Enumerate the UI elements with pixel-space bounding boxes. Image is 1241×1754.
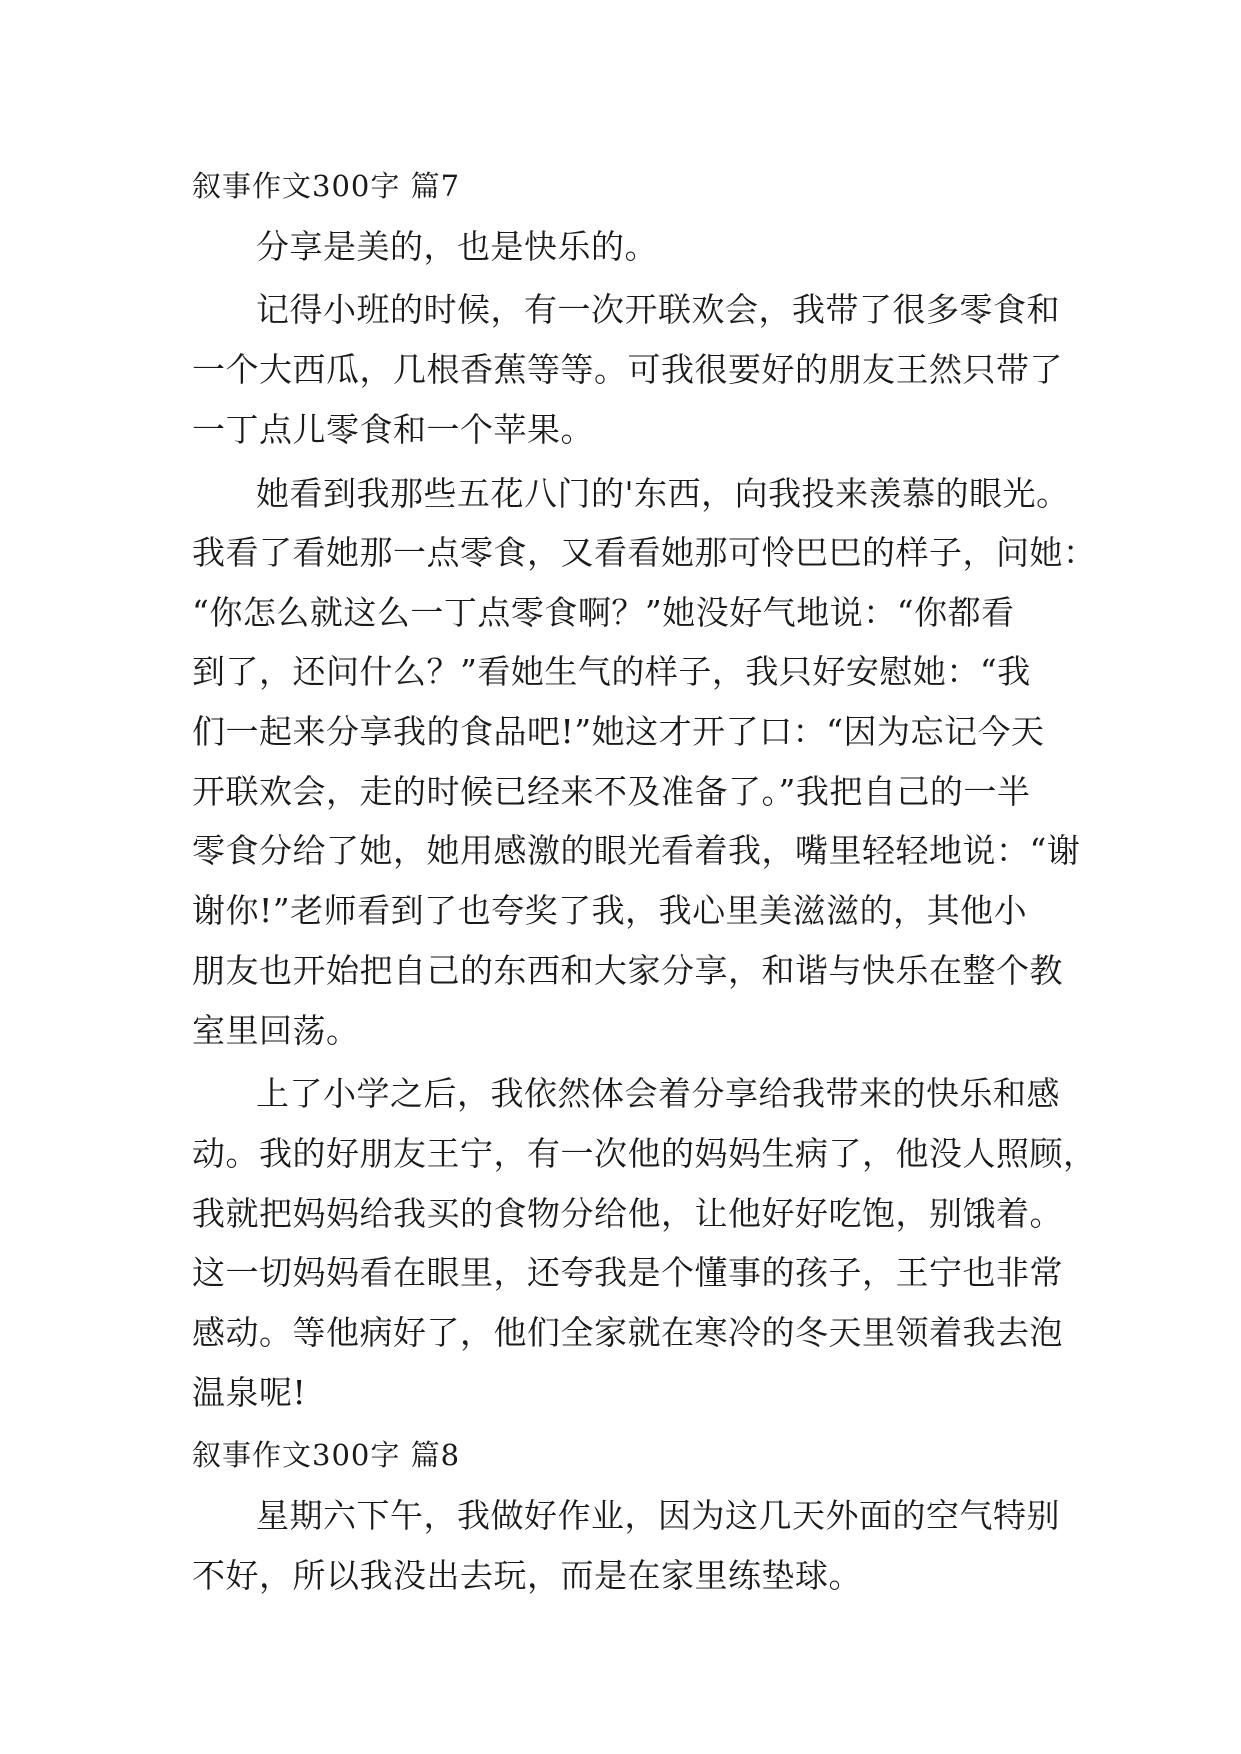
- paragraph-line: 一丁点儿零食和一个苹果。: [192, 410, 594, 449]
- paragraph-line: 记得小班的时候，有一次开联欢会，我带了很多零食和: [256, 290, 1060, 329]
- paragraph-line: 她看到我那些五花八门的'东西，向我投来羡慕的眼光。: [256, 474, 1070, 513]
- paragraph-line: “你怎么就这么一丁点零食啊？”她没好气地说：“你都看: [192, 593, 1015, 632]
- section-heading-7: 叙事作文300字 篇7: [192, 169, 461, 203]
- paragraph-line: 一个大西瓜，几根香蕉等等。可我很要好的朋友王然只带了: [192, 350, 1063, 389]
- paragraph-line: 不好，所以我没出去玩，而是在家里练垫球。: [192, 1556, 862, 1595]
- paragraph-line: 室里回荡。: [192, 1011, 360, 1050]
- paragraph-line: 们一起来分享我的食品吧!”她这才开了口：“因为忘记今天: [192, 712, 1045, 751]
- paragraph-line: 感动。等他病好了，他们全家就在寒冷的冬天里领着我去泡: [192, 1313, 1063, 1352]
- paragraph-line: 到了，还问什么？”看她生气的样子，我只好安慰她：“我: [192, 652, 1031, 691]
- paragraph-line: 温泉呢!: [192, 1373, 307, 1412]
- paragraph-line: 动。我的好朋友王宁，有一次他的妈妈生病了，他没人照顾，: [192, 1134, 1097, 1173]
- paragraph-line: 开联欢会，走的时候已经来不及准备了。”我把自己的一半: [192, 772, 1031, 811]
- paragraph-line: 零食分给了她，她用感激的眼光看着我，嘴里轻轻地说：“谢: [192, 831, 1081, 870]
- paragraph-line: 朋友也开始把自己的东西和大家分享，和谐与快乐在整个教: [192, 951, 1063, 990]
- paragraph-line: 上了小学之后，我依然体会着分享给我带来的快乐和感: [256, 1074, 1060, 1113]
- paragraph-line: 谢你!”老师看到了也夸奖了我，我心里美滋滋的，其他小: [192, 891, 1028, 930]
- paragraph-line: 分享是美的，也是快乐的。: [256, 227, 658, 266]
- paragraph-line: 我看了看她那一点零食，又看看她那可怜巴巴的样子，问她：: [192, 533, 1097, 572]
- paragraph-line: 这一切妈妈看在眼里，还夸我是个懂事的孩子，王宁也非常: [192, 1253, 1063, 1292]
- paragraph-line: 星期六下午，我做好作业，因为这几天外面的空气特别: [256, 1496, 1060, 1535]
- paragraph-line: 我就把妈妈给我买的食物分给他，让他好好吃饱，别饿着。: [192, 1194, 1063, 1233]
- section-heading-8: 叙事作文300字 篇8: [192, 1438, 461, 1472]
